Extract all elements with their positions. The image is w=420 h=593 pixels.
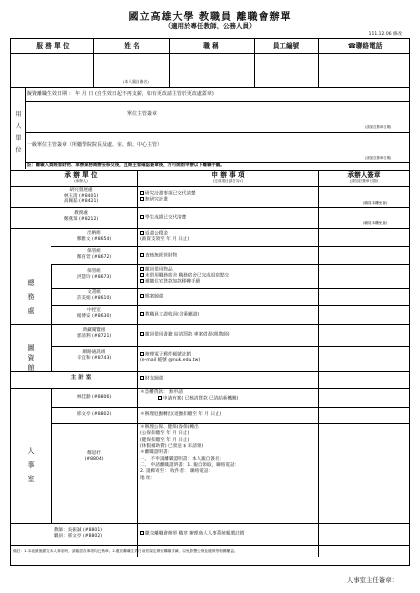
network-unit: 網路通訊組 辛宜和 (#8743) [76,350,112,361]
col-signature: 承辦人簽章 [347,171,381,179]
unit-side-label: 用 人 單 位 [15,111,22,154]
property-items-a: 查核無經管財物 [140,253,177,259]
property-items-b: 繳回借用物品 未借用職務宿舍 職務宿舍已完成退宿點交 補繳住宅貸款加款移轉手續 [140,267,229,286]
control-room-items: 教職員工證收回(含番屬證) [140,312,199,318]
checkbox[interactable] [140,531,144,535]
self-sign-note: (本人親自簽名) [123,79,149,84]
final-unit: 教師：吳振誠 (#8801) 職員：邢文亭 (#8802) [53,528,103,539]
library-label: 圖 資 館 [27,344,35,372]
property-unit-a: 保管組 鄭育萱 (#8672) [76,249,112,260]
checkbox[interactable] [140,312,144,316]
checkbox[interactable] [140,279,144,283]
checkbox[interactable] [140,253,144,257]
checkbox[interactable] [140,352,144,356]
final-items: 繳交離職會辦單 職章 辦理商人人事系統帳號註銷 [140,531,244,537]
checkbox[interactable] [140,197,144,201]
col-phone-header: ☎聯絡電話 [347,42,383,50]
document-items: 檔案歸還 [140,294,163,300]
form-title: 國立高雄大學 教職員 離職會辦單 [128,12,292,23]
unit-sign-date-note: (請加註簽章日期) [365,125,392,129]
checkbox[interactable] [158,396,162,400]
checkbox[interactable] [140,332,144,336]
unit-supervisor-sign: 單位主管簽章 [126,111,157,117]
personnel-label: 人 事 室 [27,447,35,483]
network-items: 辦理電子郵件帳號註銷 (e-mail 帳號 @nuk.edu.tw) [140,352,201,364]
revision-date: 111.12.06 修改 [368,32,402,37]
academic-affairs-items: 學生成績已交代清楚 [140,215,186,221]
checkbox[interactable] [140,191,144,195]
personnel-unit-b: 邢文亭 (#8802) [76,412,112,417]
form-subtitle: （適用於專任教師、公務人員） [164,22,256,30]
personnel-items-a: ＊急難貸款： 無申請 申請有案( 已核清貸款 已清結新機關) [140,390,239,402]
property-unit-b: 保管組 洪慧玲 (#8673) [76,269,112,280]
col-id-header: 員工編號 [272,42,300,50]
library-circulation-unit: 典藏閱覽組 郭清利 (#8721) [76,328,112,339]
accounting-items: 財支歸還 [140,376,163,382]
document-unit: 文書組 許美娟 (#8610) [76,290,112,301]
academic-affairs-unit: 教務處 鄭燕葵 (#8212) [63,211,99,222]
col-items: 申 辦 事 項 [211,171,245,179]
accounting-unit: 主 計 室 [70,375,92,381]
cashier-unit: 出納組 鄭雅文 (#8654) [76,231,112,242]
resign-date-row: 擬資離職生效日期 ： 年 月 日 (自生效日起不再支薪，如有更改請主管於更改處蓋章) [27,91,214,97]
dept-head-sign: 一級單位主管簽章（所屬學院院長及處、室、館、中心主管） [27,142,163,148]
dept-sign-date-note: (請加註簽章日期) [365,156,392,160]
rd-office-unit: 研究發展處 林玉清 (#8401) 高佩茹 (#8421) [63,188,99,205]
general-affairs-label: 總 務 處 [27,279,35,315]
checkbox[interactable] [140,215,144,219]
personnel-unit-c: 鄭思妤 (#8804) [84,451,104,462]
checkbox[interactable] [140,231,144,235]
rd-office-items: 研究計畫事項已交代清楚 無研究計畫 [140,191,196,203]
cashier-items: 返還公積金 (薪資支領至 年 月 日止) [140,231,190,243]
control-room-unit: 中控室 楊博安 (#8630) [76,308,112,319]
col-name-header: 姓 名 [124,42,140,50]
personnel-unit-a: 林佳勳 (#8806) [76,395,112,400]
checkbox[interactable] [140,294,144,298]
personnel-items-c: ＊辦理公保、健保(眷保)轉出 (公保扣繳至 年 月 日止) (健保扣繳至 年 月 日止) (休假補助費) 已發送 $ 未請領) ＊離職證明書： 一、 不申請離職證明書：本人親自簽名： 二、 申請離職證明書：1. 親自領取，聯絡電話： 2. 請郵寄至： 收件者： 聯絡電話： 地 址： [140,425,240,481]
checkbox[interactable] [140,267,144,271]
library-circulation-items: 繳回借用書籍 結清罰款 專案借書(限教師) [140,332,230,338]
checkbox[interactable] [140,273,144,277]
form-table: 服 務 單 位 姓 名 職 稱 員工編號 ☎聯絡電話 (本人親自簽名) 用 人 單 位 擬資離職生效日期 ： 年 月 日 (自生效日起不再支薪，如有更改請主管於更改處蓋章) 單位主管簽章 (請加註簽章日期) 一級單位主管簽章（所屬學院院長及處、室、館、中心主管） (請加註簽章日期) 註：離職人員經管財物、承辦業務需辦妥移交後，且經主管確認簽章後，方可開始申辦以下離職手續。 承 辦 單 位 (承辦人) 申 辦 事 項 (完成項目請打勾√) 承辦人簽章 (請加註簽章日期) 總 務 處 圖 資 館 人 事 室 研究發展處 林玉清 (#8401) 高佩茹 (#8421) 研究計畫事項已交代清楚 無研究計畫 (職員本欄免會) 教務處 鄭燕葵 (#8212) 學生成績已交代清楚 (職員本欄免會) 出納組 鄭雅文 (#8654) 返還公積金 (薪資支領至 年 月 日止) 保管組 鄭育萱 (#8672) 查核無經管財物 保管組 洪慧玲 (#8673) 繳回借用物品 未借用職務宿舍 職務宿舍已完成退宿點交 補繳住宅貸款加款移轉手續 文書組 許美娟 (#8610) 檔案歸還 中控室 楊博安 (#8630) 教職員工證收回(含番屬證) 典藏閱覽組 郭清利 (#8721) 繳回借用書籍 結清罰款 專案借書(限教師) 網路通訊組 辛宜和 (#8743) 辦理電子郵件帳號註銷 (e-mail 帳號 @nuk.edu.tw) 主 計 室 財支歸還 林佳勳 (#8806) ＊急難貸款： 無申請 申請有案( 已核清貸款 已清結新機關) 邢文亭 (#8802) ＊辦理退撫轉出(退撫扣繳至 年 月 日止) 鄭思妤 (#8804) ＊辦理公保、健保(眷保)轉出 (公保扣繳至 年 月 日止) (健保扣繳至 年 月 日止) (休假補助費) 已發送 $ 未請領) ＊離職證明書： 一、 不申請離職證明書：本人親自簽名： 二、 申請離職證明書：1. 親自領取，聯絡電話： 2. 請郵寄至： 收件者： 聯絡電話： 地 址： 教師：吳振誠 (#8801) 職員：邢文亭 (#8802) 繳交離職會辦單 職章 辦理商人人事系統帳號註銷 備註：1.本表最後繳交本人事室時，請確認各事項均已核章。2.應於離職生效日前依規定辦妥離職手續，以免影響公保及健保等相關權益。 [10,38,410,566]
col-handling-unit: 承 辦 單 位 [64,171,98,179]
checkbox[interactable] [140,376,144,380]
personnel-items-b: ＊辦理退撫轉出(退撫扣繳至 年 月 日止) [140,412,222,417]
footnote: 備註：1.本表最後繳交本人事室時，請確認各事項均已核章。2.應於離職生效日前依規定辦妥離職手續，以免影響公保及健保等相關權益。 [13,549,238,553]
col-unit-header: 服 務 單 位 [36,42,70,50]
col-title-header: 職 稱 [203,42,219,50]
handover-notice: 註：離職人員經管財物、承辦業務需辦妥移交後，且經主管確認簽章後，方可開始申辦以下離職手續。 [27,163,225,168]
personnel-director-signature: 人事室主任簽章： [346,576,398,584]
